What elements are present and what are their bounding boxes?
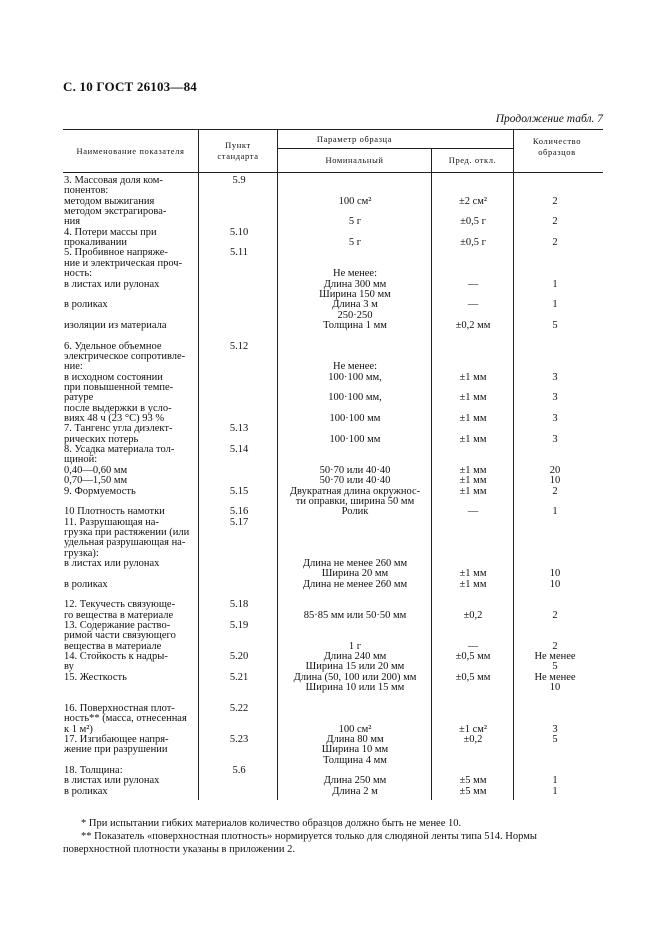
row-name: 9. Формуемость [64,485,136,497]
footnote-2: ** Показатель «поверхностная плотность» нормируется только для слюдяной ленты типа 514. Нормы поверхностной плотности указаны в приложении 2. [63,831,537,855]
row-clause: 5.10 [229,226,249,238]
row-tolerance: — [467,278,479,290]
row-nominal: Длина не менее 260 мм [302,557,408,569]
row-quantity: 1 [552,775,558,787]
row-quantity: 5 [552,661,558,673]
row-nominal: Длина 3 м [332,299,378,311]
column-divider-3 [431,148,432,800]
row-name: 16. Поверхностная плот- [64,702,175,714]
row-nominal: Не менее: [332,361,378,373]
row-tolerance: ±5 мм [459,775,487,787]
row-name: 14. Стойкость к надры- [64,651,168,663]
row-name: грузка при растяжении (или [64,526,190,538]
row-nominal: Длина не менее 260 мм [302,578,408,590]
row-name: щиной: [64,454,98,466]
row-nominal: 100·100 мм [329,413,381,425]
row-nominal: Длина (50, 100 или 200) мм [293,671,417,683]
row-nominal: Толщина 1 мм [323,319,387,331]
header-quantity: Количество образцов [532,136,582,157]
row-quantity: 3 [552,413,558,425]
row-quantity: 10 [549,568,561,580]
row-name: рических потерь [64,433,139,445]
footnotes [63,817,603,856]
row-quantity: 2 [552,485,558,497]
row-quantity: 1 [552,278,558,290]
row-quantity: Не менее [534,671,576,683]
row-tolerance: ±1 мм [459,568,487,580]
row-tolerance: ±1 мм [459,464,487,476]
footnote-1: * При испытании гибких материалов количество образцов должно быть не менее 10. [81,818,462,829]
row-name: ратуре [64,392,94,404]
row-nominal: 5 г [348,237,362,249]
row-quantity: 5 [552,319,558,331]
row-clause: 5.11 [230,247,248,259]
row-tolerance: ±1 мм [459,392,487,404]
row-name: методом экстрагирова- [64,206,167,218]
row-nominal: Ширина 150 мм [319,288,391,300]
row-quantity: 3 [552,371,558,383]
row-tolerance: ±1 мм [459,371,487,383]
row-name: го вещества в материале [64,609,174,621]
row-name: римой части связующего [64,630,176,642]
row-name: 13. Содержание раство- [64,620,171,632]
row-tolerance: ±1 мм [459,475,487,487]
row-nominal: ти оправки, ширина 50 мм [295,495,415,507]
row-name: в листах или рулонах [64,278,160,290]
row-name: 6. Удельное объемное [64,340,162,352]
row-nominal: Толщина 4 мм [323,754,387,766]
row-tolerance: ±0,5 мм [455,651,491,663]
row-quantity: 10 [549,475,561,487]
header-nominal: Номинальный [325,155,384,165]
row-nominal: 1 г [348,640,362,652]
row-nominal: Длина 250 мм [323,775,387,787]
row-clause: 5.22 [229,702,249,714]
row-nominal: Ширина 20 мм [321,568,389,580]
row-name: ность: [64,268,93,280]
row-quantity: 1 [552,785,558,797]
row-nominal: 85·85 мм или 50·50 мм [303,609,407,621]
row-nominal: 250·250 [337,309,373,321]
table-continuation-label: Продолжение табл. 7 [495,113,603,125]
row-name: изоляции из материала [64,319,167,331]
row-quantity: 3 [552,723,558,735]
row-name: в исходном состоянии [64,371,163,383]
row-name: в листах или рулонах [64,775,160,787]
row-clause: 5.12 [229,340,249,352]
row-tolerance: ±0,2 мм [455,319,491,331]
row-nominal: Длина 80 мм [326,733,384,745]
row-nominal: Ролик [341,506,369,518]
row-name: в листах или рулонах [64,557,160,569]
row-name: понентов: [64,185,109,197]
row-clause: 5.15 [229,485,249,497]
row-nominal: 5 г [348,216,362,228]
row-tolerance: ±1 мм [459,485,487,497]
row-quantity: 3 [552,392,558,404]
table-top-rule [63,129,603,130]
row-quantity: 10 [549,578,561,590]
row-name: к 1 м²) [64,723,93,735]
row-name: удельная разрушающая на- [64,537,186,549]
row-name: ния [64,216,81,228]
row-clause: 5.21 [229,671,249,683]
row-nominal: 100 см² [338,195,372,207]
row-clause: 5.6 [232,764,246,776]
row-name: методом выжигания [64,195,155,207]
row-clause: 5.9 [232,175,246,186]
row-name: ность** (масса, отнесенная [64,713,187,725]
row-quantity: 3 [552,433,558,445]
row-name: 4. Потери массы при [64,226,157,238]
header-clause: Пункт стандарта [217,140,259,161]
row-name: при повышенной темпе- [64,382,174,393]
row-quantity: 1 [552,506,558,518]
row-quantity: 20 [549,464,561,476]
row-quantity: 2 [552,237,558,249]
row-name: 3. Массовая доля ком- [64,175,163,186]
row-name: ние: [64,361,83,373]
row-tolerance: ±1 мм [459,433,487,445]
row-quantity: Не менее [534,651,576,663]
row-quantity: 2 [552,609,558,621]
row-clause: 5.17 [229,516,249,528]
row-tolerance: ±1 мм [459,578,487,590]
row-tolerance: ±0,5 г [460,237,486,249]
page-header: С. 10 ГОСТ 26103—84 [63,79,197,94]
column-divider-4 [513,129,514,800]
row-clause: 5.20 [229,651,249,663]
row-nominal: Длина 300 мм [323,278,387,290]
row-nominal: Ширина 15 или 20 мм [305,661,405,673]
row-nominal: Двукратная длина окружнос- [289,485,421,497]
row-nominal: Длина 240 мм [323,651,387,663]
header-name: Наименование показателя [76,146,185,156]
row-nominal: Длина 2 м [332,785,378,797]
row-name: после выдержки в усло- [64,402,172,414]
row-name: прокаливании [64,237,128,249]
row-clause: 5.23 [229,733,249,745]
row-name: в роликах [64,578,108,590]
column-divider-1 [198,129,199,800]
row-tolerance: — [467,640,479,652]
row-name: вещества в материале [64,640,162,652]
row-tolerance: ±0,2 [463,733,483,745]
row-nominal: 50·70 или 40·40 [319,475,391,487]
row-name: 7. Тангенс угла диэлект- [64,423,173,435]
row-name: в роликах [64,785,108,797]
row-name: 0,70—1,50 мм [64,475,128,487]
row-clause: 5.16 [229,506,249,518]
row-name: ние и электрическая проч- [64,257,183,269]
row-name: 17. Изгибающее напря- [64,733,169,745]
row-name: ву [64,661,74,673]
row-name: 15. Жесткость [64,671,127,683]
row-name: 18. Толщина: [64,764,123,776]
header-tolerance: Пред. откл. [448,155,497,165]
header-sample: Параметр образца [316,134,393,144]
header-bottom-rule [63,172,603,173]
row-tolerance: ±0,5 г [460,216,486,228]
row-nominal: Ширина 10 или 15 мм [305,682,405,694]
row-nominal: Не менее: [332,268,378,280]
row-quantity: 1 [552,299,558,311]
row-nominal: Ширина 10 мм [321,744,389,756]
row-nominal: 50·70 или 40·40 [319,464,391,476]
row-name: электрическое сопротивле- [64,350,186,362]
row-clause: 5.18 [229,599,249,611]
row-tolerance: ±2 см² [458,195,488,207]
row-name: 0,40—0,60 мм [64,464,128,476]
row-quantity: 2 [552,640,558,652]
row-tolerance: ±0,2 [463,609,483,621]
row-tolerance: ±0,5 мм [455,671,491,683]
row-nominal: 100 см² [338,723,372,735]
row-tolerance: ±1 см² [458,723,488,735]
row-quantity: 5 [552,733,558,745]
row-tolerance: — [467,299,479,311]
row-quantity: 2 [552,195,558,207]
row-quantity: 2 [552,216,558,228]
row-name: 12. Текучесть связующе- [64,599,176,611]
row-name: 10 Плотность намотки [64,506,165,518]
row-tolerance: — [467,506,479,518]
row-clause: 5.19 [229,620,249,632]
row-name: 5. Пробивное напряже- [64,247,168,259]
row-name: 11. Разрушающая на- [64,516,159,528]
row-clause: 5.14 [229,444,249,456]
row-tolerance: ±1 мм [459,413,487,425]
row-name: виях 48 ч (23 °С) 93 % [64,413,165,425]
row-nominal: 100·100 мм [329,433,381,445]
row-tolerance: ±5 мм [459,785,487,797]
row-quantity: 10 [549,682,561,694]
row-clause: 5.13 [229,423,249,435]
row-name: жение при разрушении [64,744,168,756]
row-name: грузка): [64,547,99,559]
row-nominal: 100·100 мм, [328,371,382,383]
row-nominal: 100·100 мм, [328,392,382,404]
sample-subheader-rule [277,148,513,149]
row-name: 8. Усадка материала тол- [64,444,175,456]
row-name: в роликах [64,299,108,311]
